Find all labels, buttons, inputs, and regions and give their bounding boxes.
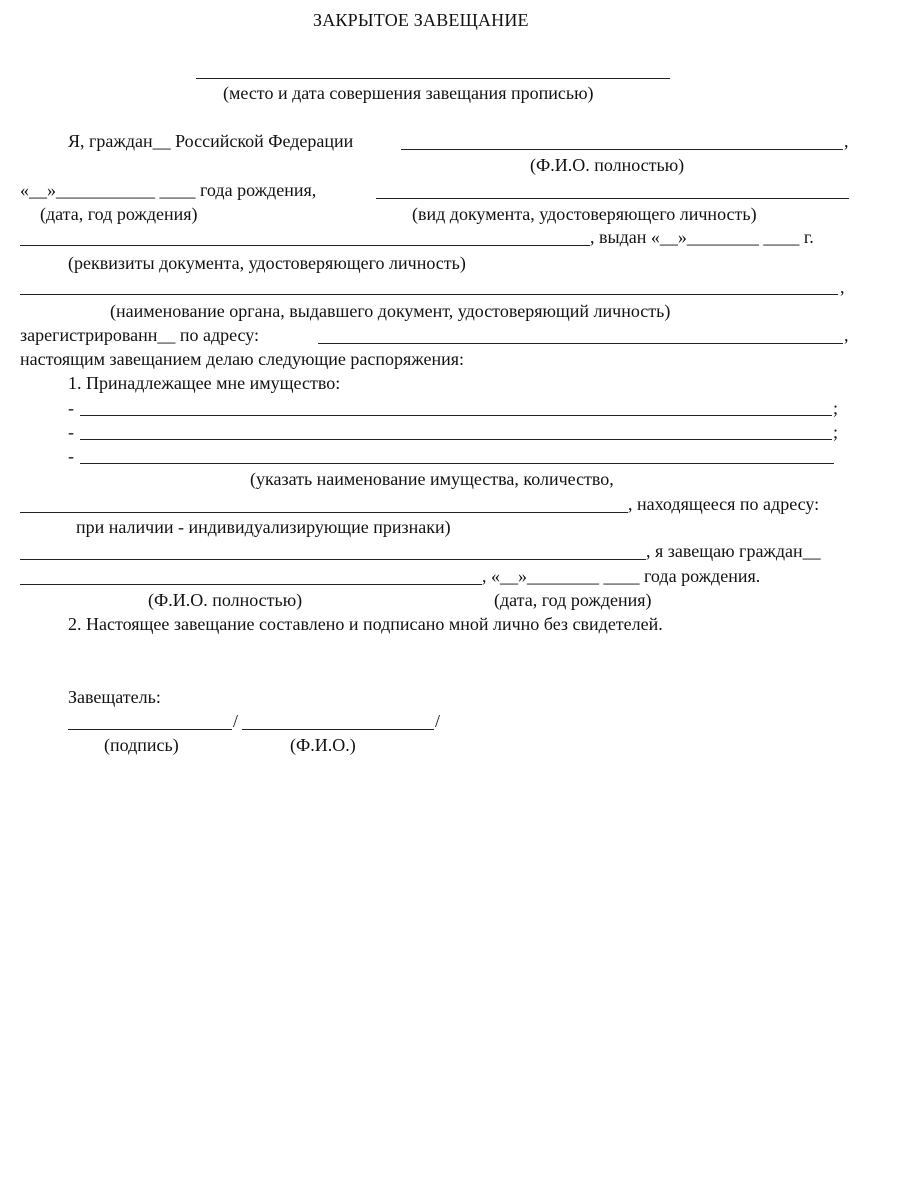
slash: / [233, 711, 239, 731]
birth-date-caption: (дата, год рождения) [40, 204, 198, 224]
intro-prefix: Я, граждан__ Российской Федерации [68, 131, 354, 151]
issuer-line [20, 294, 838, 295]
property-heading: 1. Принадлежащее мне имущество: [68, 373, 341, 393]
id-doc-type-caption: (вид документа, удостоверяющего личность) [412, 204, 757, 224]
dash: - [68, 422, 74, 442]
property-caption-2: при наличии - индивидуализирующие признаки) [76, 517, 451, 537]
disposition-text: настоящим завещанием делаю следующие распоряжения: [20, 349, 465, 369]
semicolon: ; [833, 422, 839, 442]
heir-fio-caption: (Ф.И.О. полностью) [148, 590, 303, 610]
dash: - [68, 398, 74, 418]
id-details-caption: (реквизиты документа, удостоверяющего личность) [68, 253, 466, 273]
semicolon: ; [833, 398, 839, 418]
issued-text: , выдан «__»________ ____ г. [590, 227, 814, 247]
fio-full-caption: (Ф.И.О. полностью) [530, 155, 685, 175]
comma: , [840, 277, 845, 297]
dash: - [68, 446, 74, 466]
signature-caption: (подпись) [104, 735, 179, 755]
comma: , [844, 325, 849, 345]
place-date-caption: (место и дата совершения завещания прописью) [223, 83, 594, 103]
slash: / [435, 711, 441, 731]
document-title: ЗАКРЫТОЕ ЗАВЕЩАНИЕ [313, 10, 529, 30]
clause-2: 2. Настоящее завещание составлено и подписано мной лично без свидетелей. [68, 614, 663, 634]
property-line-2 [80, 439, 832, 440]
testator-fio-sign-line [242, 729, 434, 730]
heir-birth-caption: (дата, год рождения) [494, 590, 652, 610]
comma: , [844, 131, 849, 151]
located-at: , находящееся по адресу: [628, 494, 820, 514]
heir-address-line [20, 559, 646, 560]
property-address-line [20, 512, 628, 513]
heir-birth-text: , «__»________ ____ года рождения. [482, 566, 761, 586]
id-doc-type-line [376, 198, 849, 199]
heir-fio-line [20, 584, 482, 585]
fio-caption: (Ф.И.О.) [290, 735, 356, 755]
issuer-caption: (наименование органа, выдавшего документ, удостоверяющий личность) [110, 301, 671, 321]
property-line-3 [80, 463, 834, 464]
birth-date-prefix: «__»___________ ____ года рождения, [20, 180, 317, 200]
property-line-1 [80, 415, 832, 416]
testator-label: Завещатель: [68, 687, 161, 707]
registered-prefix: зарегистрированн__ по адресу: [20, 325, 260, 345]
place-date-line [196, 78, 670, 79]
id-details-line [20, 245, 590, 246]
bequeath-text: , я завещаю граждан__ [646, 541, 821, 561]
property-caption-1: (указать наименование имущества, количество, [250, 469, 614, 489]
signature-line [68, 729, 232, 730]
address-line [318, 343, 843, 344]
testator-fio-line [401, 149, 843, 150]
